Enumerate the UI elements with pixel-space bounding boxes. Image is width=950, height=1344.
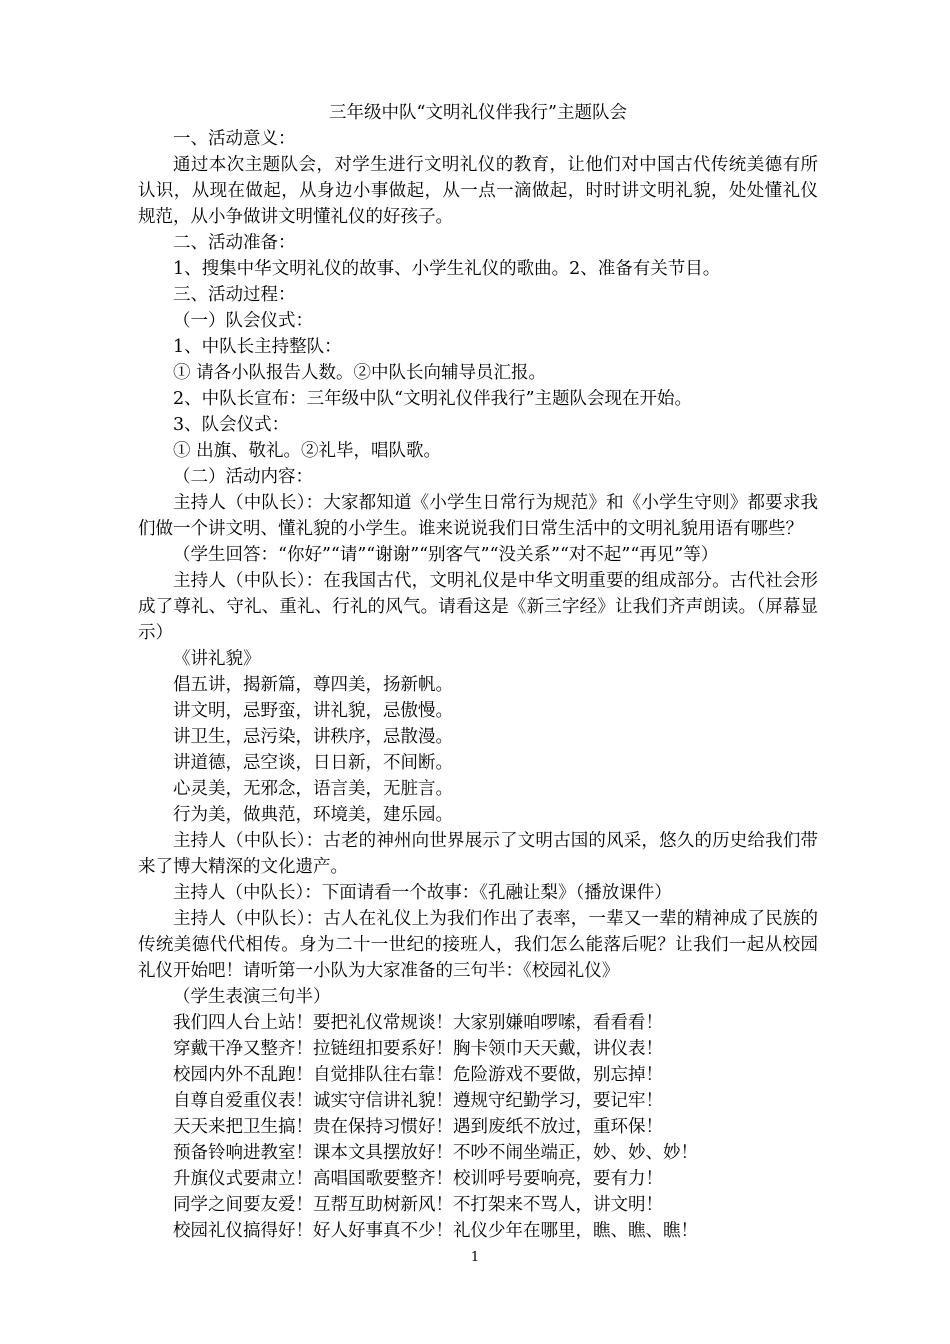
- paragraph: 一、活动意义：: [173, 129, 296, 149]
- paragraph: （二）活动内容：: [173, 467, 313, 487]
- paragraph: 三、活动过程：: [173, 285, 296, 305]
- paragraph: 通过本次主题队会，对学生进行文明礼仪的教育，让他们对中国古代传统美德有所认识，从现在做起，从身边小事做起，从一点一滴做起，时时讲文明礼貌，处处懂礼仪规范，从小争做讲文明懂礼仪的好孩子。: [138, 155, 818, 227]
- paragraph: 校园内外不乱跑！自觉排队往右靠！危险游戏不要做，别忘掉！: [173, 1065, 663, 1085]
- paragraph: 主持人（中队长）：古人在礼仪上为我们作出了表率，一辈又一辈的精神成了民族的传统美德代代相传。身为二十一世纪的接班人，我们怎么能落后呢？让我们一起从校园礼仪开始吧！请听第一小队为大家准备的三句半：《校园礼仪》: [138, 909, 818, 981]
- paragraph: 主持人（中队长）：下面请看一个故事：《孔融让梨》（播放课件）: [173, 883, 672, 903]
- paragraph: 3、队会仪式：: [173, 415, 290, 435]
- paragraph: 1、搜集中华文明礼仪的故事、小学生礼仪的歌曲。2、准备有关节目。: [173, 259, 721, 279]
- paragraph: 同学之间要友爱！互帮互助树新风！不打架来不骂人，讲文明！: [173, 1195, 663, 1215]
- paragraph: 自尊自爱重仪表！诚实守信讲礼貌！遵规守纪勤学习，要记牢！: [173, 1091, 663, 1111]
- paragraph: 行为美，做典范，环境美，建乐园。: [173, 805, 453, 825]
- paragraph: ① 出旗、敬礼。②礼毕，唱队歌。: [173, 441, 442, 461]
- paragraph: 天天来把卫生搞！贵在保持习惯好！遇到废纸不放过，重环保！: [173, 1117, 663, 1137]
- paragraph: （学生回答：“你好”“请”“谢谢”“别客气”“没关系”“对不起”“再见”等）: [173, 545, 719, 565]
- paragraph: （一）队会仪式：: [173, 311, 313, 331]
- paragraph: 预备铃响进教室！课本文具摆放好！不吵不闹坐端正，妙、妙、妙！: [173, 1143, 698, 1163]
- paragraph: 讲道德，忌空谈，日日新，不间断。: [173, 753, 453, 773]
- document-body: [138, 126, 818, 1244]
- paragraph: ① 请各小队报告人数。②中队长向辅导员汇报。: [173, 363, 547, 383]
- paragraph: 二、活动准备：: [173, 233, 296, 253]
- paragraph: 倡五讲，揭新篇，尊四美，扬新帆。: [173, 675, 453, 695]
- page-number: 1: [470, 1250, 480, 1265]
- paragraph: 穿戴干净又整齐！拉链纽扣要系好！胸卡领巾天天戴，讲仪表！: [173, 1039, 663, 1059]
- document-page: [138, 100, 818, 1244]
- paragraph: 心灵美，无邪念，语言美，无脏言。: [173, 779, 453, 799]
- paragraph: 《讲礼貌》: [173, 649, 261, 669]
- document-title: 三年级中队“文明礼仪伴我行”主题队会: [329, 103, 627, 123]
- paragraph: 主持人（中队长）：古老的神州向世界展示了文明古国的风采，悠久的历史给我们带来了博大精深的文化遗产。: [138, 831, 818, 877]
- paragraph: 升旗仪式要肃立！高唱国歌要整齐！校训呼号要响亮，要有力！: [173, 1169, 663, 1189]
- paragraph: 主持人（中队长）：大家都知道《小学生日常行为规范》和《小学生守则》都要求我们做一个讲文明、懂礼貌的小学生。谁来说说我们日常生活中的文明礼貌用语有哪些？: [138, 493, 818, 539]
- paragraph: 讲文明，忌野蛮，讲礼貌，忌傲慢。: [173, 701, 453, 721]
- paragraph: 校园礼仪搞得好！好人好事真不少！礼仪少年在哪里，瞧、瞧、瞧！: [173, 1221, 698, 1241]
- paragraph: 1、中队长主持整队：: [173, 337, 342, 357]
- paragraph: 2、中队长宣布：三年级中队“文明礼仪伴我行”主题队会现在开始。: [173, 389, 693, 409]
- paragraph: 讲卫生，忌污染，讲秩序，忌散漫。: [173, 727, 453, 747]
- paragraph: 我们四人台上站！要把礼仪常规谈！大家别嫌咱啰嗦，看看看！: [173, 1013, 663, 1033]
- paragraph: 主持人（中队长）：在我国古代，文明礼仪是中华文明重要的组成部分。古代社会形成了尊礼、守礼、重礼、行礼的风气。请看这是《新三字经》让我们齐声朗读。（屏幕显示）: [138, 571, 818, 643]
- paragraph: （学生表演三句半）: [173, 987, 331, 1007]
